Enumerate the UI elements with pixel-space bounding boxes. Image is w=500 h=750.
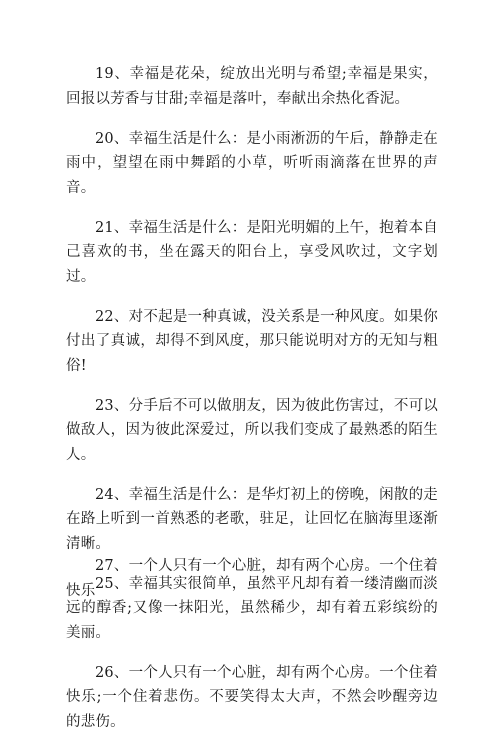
document-body	[66, 62, 438, 750]
paragraph-25: 25、幸福其实很简单，虽然平凡却有着一缕清幽而淡远的醇香;又像一抹阳光，虽然稀少，却有着五彩缤纷的美丽。	[66, 575, 438, 641]
paragraph-24: 24、幸福生活是什么：是华灯初上的傍晚，闲散的走在路上听到一首熟悉的老歌，驻足，让回忆在脑海里逐渐清晰。	[66, 486, 438, 552]
paragraph-27-partial	[66, 557, 438, 599]
paragraph-23: 23、分手后不可以做朋友，因为彼此伤害过，不可以做敌人，因为彼此深爱过，所以我们变成了最熟悉的陌生人。	[66, 397, 438, 463]
paragraph-22: 22、对不起是一种真诚，没关系是一种风度。如果你付出了真诚，却得不到风度，那只能说明对方的无知与粗俗!	[66, 308, 438, 374]
paragraph-27-text: 27、一个人只有一个心脏，却有两个心房。一个住着快乐	[66, 558, 438, 599]
paragraph-19: 19、幸福是花朵，绽放出光明与希望;幸福是果实，回报以芳香与甘甜;幸福是落叶，奉献出余热化香泥。	[66, 66, 438, 107]
paragraph-20: 20、幸福生活是什么：是小雨淅沥的午后，静静走在雨中，望望在雨中舞蹈的小草，听听雨滴落在世界的声音。	[66, 130, 438, 196]
paragraph-26: 26、一个人只有一个心脏，却有两个心房。一个住着快乐;一个住着悲伤。不要笑得太大声，不然会吵醒旁边的悲伤。	[66, 664, 438, 730]
paragraph-21: 21、幸福生活是什么：是阳光明媚的上午，抱着本自己喜欢的书，坐在露天的阳台上，享受风吹过，文字划过。	[66, 219, 438, 285]
